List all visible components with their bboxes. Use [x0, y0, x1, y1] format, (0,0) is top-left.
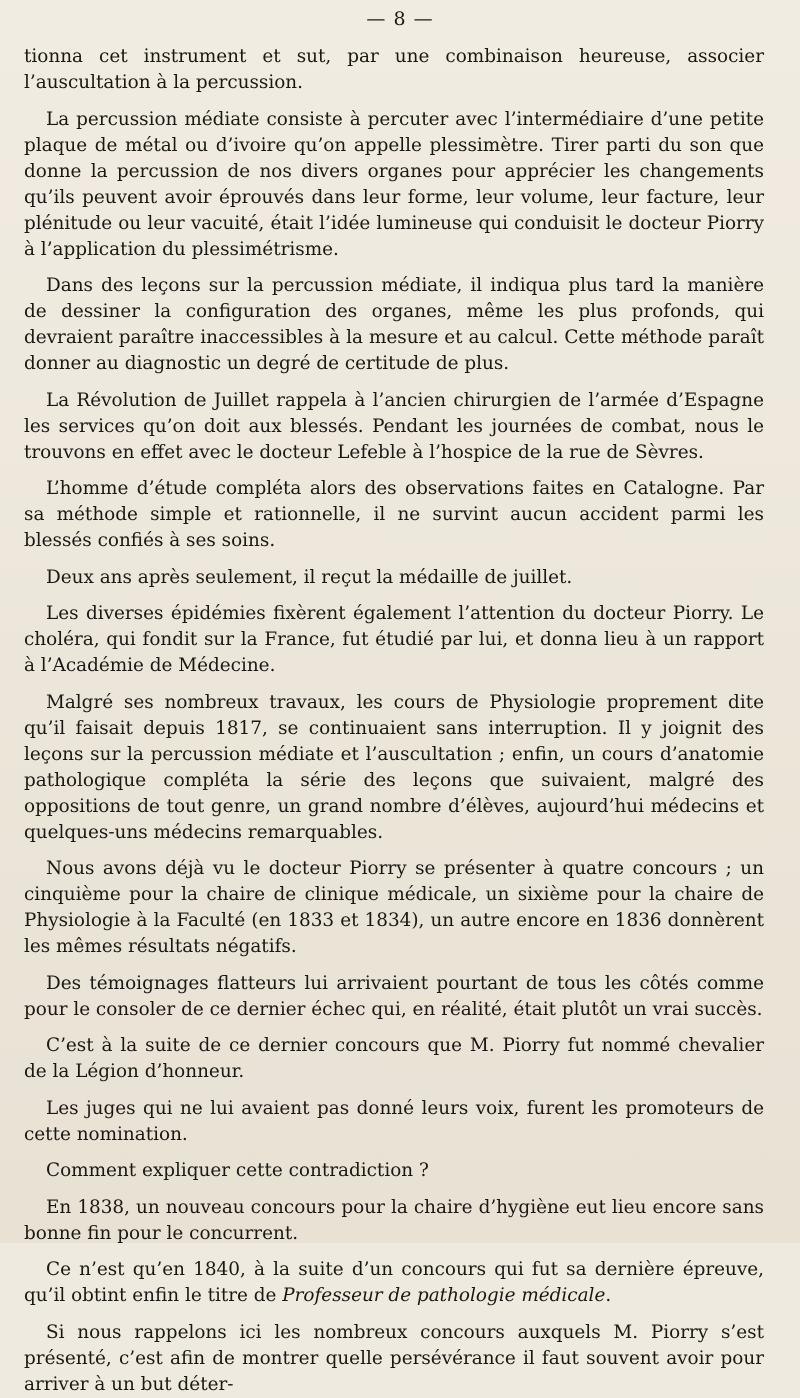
title-emphasis: Professeur de pathologie médicale — [282, 1285, 606, 1306]
paragraph-1: tionna cet instrument et sut, par une combinaison heureuse, associer l’auscultation à la percussion. — [24, 46, 764, 93]
paragraph-15 — [24, 1257, 764, 1309]
paragraph-6: Deux ans après seulement, il reçut la médaille de juillet. — [46, 566, 573, 588]
paragraph-10: Des témoignages flatteurs lui arrivaient pourtant de tous les côtés comme pour le consoler de ce dernier échec qui, en réalité, était plutôt un vrai succès. — [24, 972, 764, 1020]
paragraph-16: Si nous rappelons ici les nombreux concours auxquels M. Piorry s’est présenté, c’est afin de montrer quelle persévérance il faut souvent avoir pour arriver à un but déter- — [24, 1321, 764, 1395]
paragraph-15-text: Ce n’est qu’en 1840, à la suite d’un concours qui fut sa dernière épreuve, qu’il obtint enfin le titre de — [24, 1259, 764, 1306]
paragraph-15-end: . — [605, 1285, 612, 1306]
paragraph-5: L’homme d’étude compléta alors des observations faites en Catalogne. Par sa méthode simple et rationnelle, il ne survint aucun accident parmi les blessés confiés à ses soins. — [24, 478, 764, 551]
paragraph-8: Malgré ses nombreux travaux, les cours de Physiologie proprement dite qu’il faisait depuis 1817, se continuaient sans interruption. Il y joignit des leçons sur la percussion médiate et l’auscultation ; enfin, un cours d’anatomie pathologique compléta la série des leçons que suivaient, malgré des oppositions de tout genre, un grand nombre d’élèves, aujourd’hui médecins et quelques-uns médecins remarquables. — [24, 691, 764, 843]
paragraph-7: Les diverses épidémies fixèrent également l’attention du docteur Piorry. Le choléra, qui fondit sur la France, fut étudié par lui, et donna lieu à un rapport à l’Académie de Médecine. — [24, 603, 764, 676]
page-body — [24, 44, 764, 1398]
paragraph-12: Les juges qui ne lui avaient pas donné leurs voix, furent les promoteurs de cette nomination. — [24, 1097, 764, 1145]
paragraph-3: Dans des leçons sur la percussion médiate, il indiqua plus tard la manière de dessiner la configuration des organes, même les plus profonds, qui devraient paraître inaccessibles à la mesure et au calcul. Cette méthode paraît donner au diagnostic un degré de certitude de plus. — [24, 275, 764, 374]
paragraph-2: La percussion médiate consiste à percuter avec l’intermédiaire d’une petite plaque de métal ou d’ivoire qu’on appelle plessimètre. Tirer parti du son que donne la percussion de nos divers organes pour apprécier les changements qu’ils peuvent avoir éprouvés dans leur forme, leur volume, leur facture, leur plénitude ou leur vacuité, était l’idée lumineuse qui conduisit le docteur Piorry à l’application du plessimétrisme. — [24, 108, 764, 260]
paragraph-13: Comment expliquer cette contradiction ? — [46, 1160, 429, 1181]
page-number: — 8 — — [366, 8, 434, 30]
paragraph-4: La Révolution de Juillet rappela à l’ancien chirurgien de l’armée d’Espagne les services qu’on doit aux blessés. Pendant les journées de combat, nous le trouvons en effet avec le docteur Lefeble à l’hospice de la rue de Sèvres. — [24, 389, 764, 463]
paragraph-14: En 1838, un nouveau concours pour la chaire d’hygiène eut lieu encore sans bonne fin pour le concurrent. — [24, 1196, 764, 1244]
paragraph-9: Nous avons déjà vu le docteur Piorry se présenter à quatre concours ; un cinquième pour la chaire de clinique médicale, un sixième pour la chaire de Physiologie à la Faculté (en 1833 et 1834), un autre encore en 1836 donnèrent les mêmes résultats négatifs. — [24, 858, 764, 957]
paragraph-11: C’est à la suite de ce dernier concours que M. Piorry fut nommé chevalier de la Légion d’honneur. — [24, 1035, 764, 1082]
